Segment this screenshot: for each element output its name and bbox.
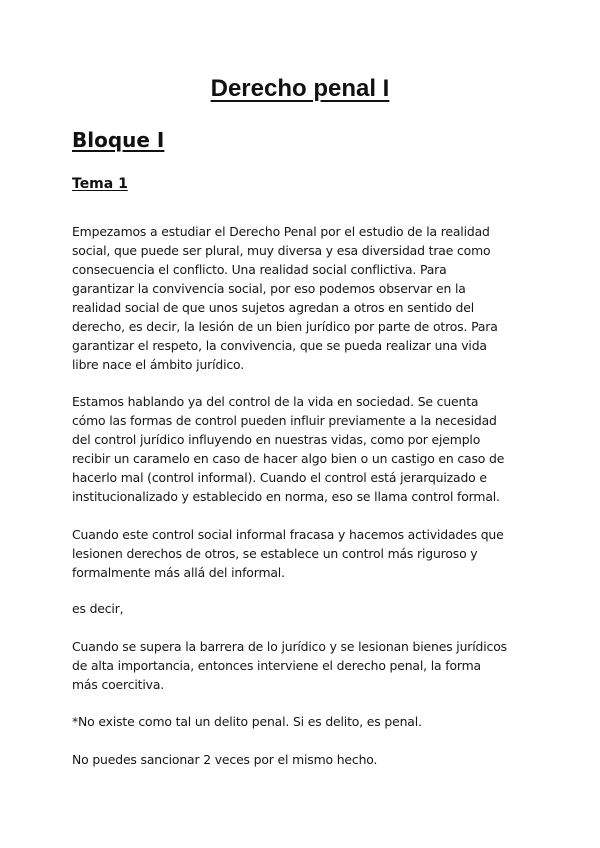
text-line: consecuencia el conflicto. Una realidad social conflictiva. Para	[72, 262, 447, 277]
text-line: No puedes sancionar 2 veces por el mismo hecho.	[72, 752, 378, 767]
text-line: Empezamos a estudiar el Derecho Penal por el estudio de la realidad	[72, 224, 490, 239]
text-line: libre nace el ámbito jurídico.	[72, 357, 245, 372]
paragraph-informal-failure	[72, 525, 532, 582]
text-line: cómo las formas de control pueden influir previamente a la necesidad	[72, 413, 497, 428]
paragraph-intro	[72, 222, 532, 374]
paragraph-ne-bis-in-idem	[72, 750, 532, 769]
text-line: Estamos hablando ya del control de la vida en sociedad. Se cuenta	[72, 394, 479, 409]
text-line: garantizar la convivencia social, por eso podemos observar en la	[72, 281, 466, 296]
text-line: lesionen derechos de otros, se establece un control más riguroso y	[72, 546, 478, 561]
text-line: Cuando este control social informal fracasa y hacemos actividades que	[72, 527, 504, 542]
paragraph-criminal-law	[72, 637, 532, 694]
topic-heading: Tema 1	[72, 176, 128, 192]
paragraph-note	[72, 712, 532, 731]
document-title: Derecho penal I	[210, 75, 390, 102]
paragraph-es-decir	[72, 599, 532, 618]
block-heading: Bloque I	[72, 128, 165, 152]
paragraph-social-control	[72, 392, 532, 506]
text-line: social, que puede ser plural, muy diversa y esa diversidad trae como	[72, 243, 491, 258]
text-line: recibir un caramelo en caso de hacer algo bien o un castigo en caso de	[72, 451, 505, 466]
text-line: es decir,	[72, 601, 124, 616]
text-line: hacerlo mal (control informal). Cuando el control está jerarquizado e	[72, 470, 487, 485]
text-line: realidad social de que unos sujetos agredan a otros en sentido del	[72, 300, 475, 315]
text-line: Cuando se supera la barrera de lo jurídico y se lesionan bienes jurídicos	[72, 639, 507, 654]
text-line: garantizar el respeto, la convivencia, que se pueda realizar una vida	[72, 338, 487, 353]
text-line: más coercitiva.	[72, 677, 165, 692]
text-line: *No existe como tal un delito penal. Si es delito, es penal.	[72, 714, 422, 729]
text-line: de alta importancia, entonces interviene el derecho penal, la forma	[72, 658, 481, 673]
text-line: institucionalizado y establecido en norma, eso se llama control formal.	[72, 489, 500, 504]
text-line: del control jurídico influyendo en nuestras vidas, como por ejemplo	[72, 432, 481, 447]
text-line: derecho, es decir, la lesión de un bien jurídico por parte de otros. Para	[72, 319, 498, 334]
text-line: formalmente más allá del informal.	[72, 565, 285, 580]
